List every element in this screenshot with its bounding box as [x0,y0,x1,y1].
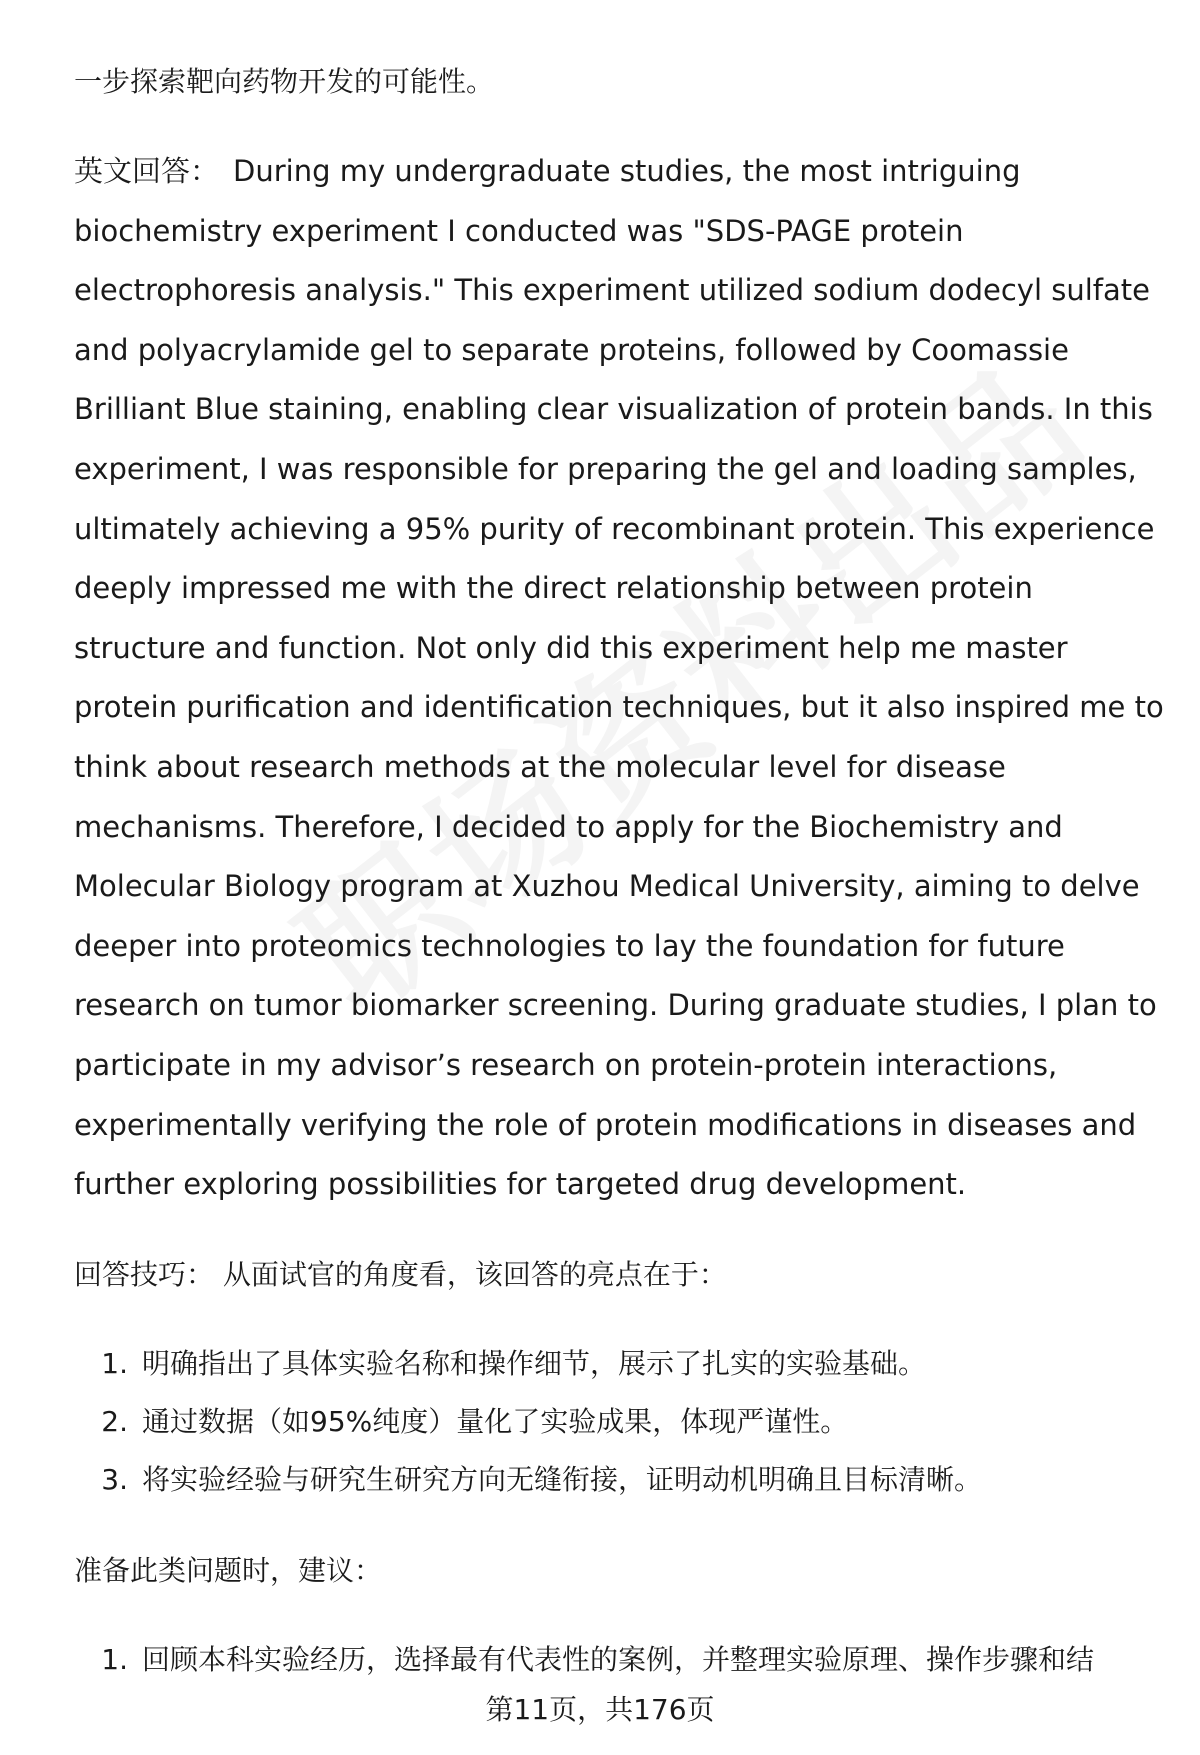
tips-list [74,1335,1164,1509]
list-item [74,1393,1164,1451]
list-item-text: 将实验经验与研究生研究方向无缝衔接，证明动机明确且目标清晰。 [142,1462,983,1496]
page-content [74,52,1164,1721]
list-item-text: 明确指出了具体实验名称和操作细节，展示了扎实的实验基础。 [142,1346,927,1380]
english-answer-text: During my undergraduate studies, the most intriguing biochemistry experiment I conducted was "SDS-PAGE protein electrophoresis analysis." This experiment utilized sodium dodecyl sulfate and polyacrylamide gel to separate proteins, followed by Coomassie Brilliant Blue staining, enabling clear visualization of protein bands. In this experiment, I was responsible for preparing the gel and loading samples, ultimately achieving a 95% purity of recombinant protein. This experience deeply impressed me with the direct relationship between protein structure and function. Not only did this experiment help me master protein purification and identification techniques, but it also inspired me to think about research methods at the molecular level for disease mechanisms. Therefore, I decided to apply for the Biochemistry and Molecular Biology program at Xuzhou Medical University, aiming to delve deeper into proteomics technologies to lay the foundation for future research on tumor biomarker screening. During graduate studies, I plan to participate in my advisor’s research on protein-protein interactions, experimentally verifying the role of protein modifications in diseases and further exploring possibilities for targeted drug development. [74,154,1164,1202]
list-item [74,1335,1164,1393]
english-answer-paragraph [74,142,1164,1215]
list-item-number: 3. [101,1462,128,1496]
list-item-number: 2. [101,1404,128,1438]
list-item [74,1451,1164,1509]
list-item-text: 通过数据（如95%纯度）量化了实验成果，体现严谨性。 [142,1404,849,1438]
page-footer: 第11页，共176页 [485,1693,715,1726]
list-item-number: 1. [101,1642,128,1676]
list-item [74,1631,1164,1689]
tips-heading: 回答技巧： 从面试官的角度看，该回答的亮点在于： [74,1257,727,1291]
prep-list [74,1631,1164,1689]
prep-heading: 准备此类问题时，建议： [74,1553,383,1587]
english-answer-label: 英文回答： [74,154,220,188]
list-item-text: 回顾本科实验经历，选择最有代表性的案例，并整理实验原理、操作步骤和结 [142,1642,1095,1676]
list-item-number: 1. [101,1346,128,1380]
intro-tail-text: 一步探索靶向药物开发的可能性。 [74,65,495,98]
